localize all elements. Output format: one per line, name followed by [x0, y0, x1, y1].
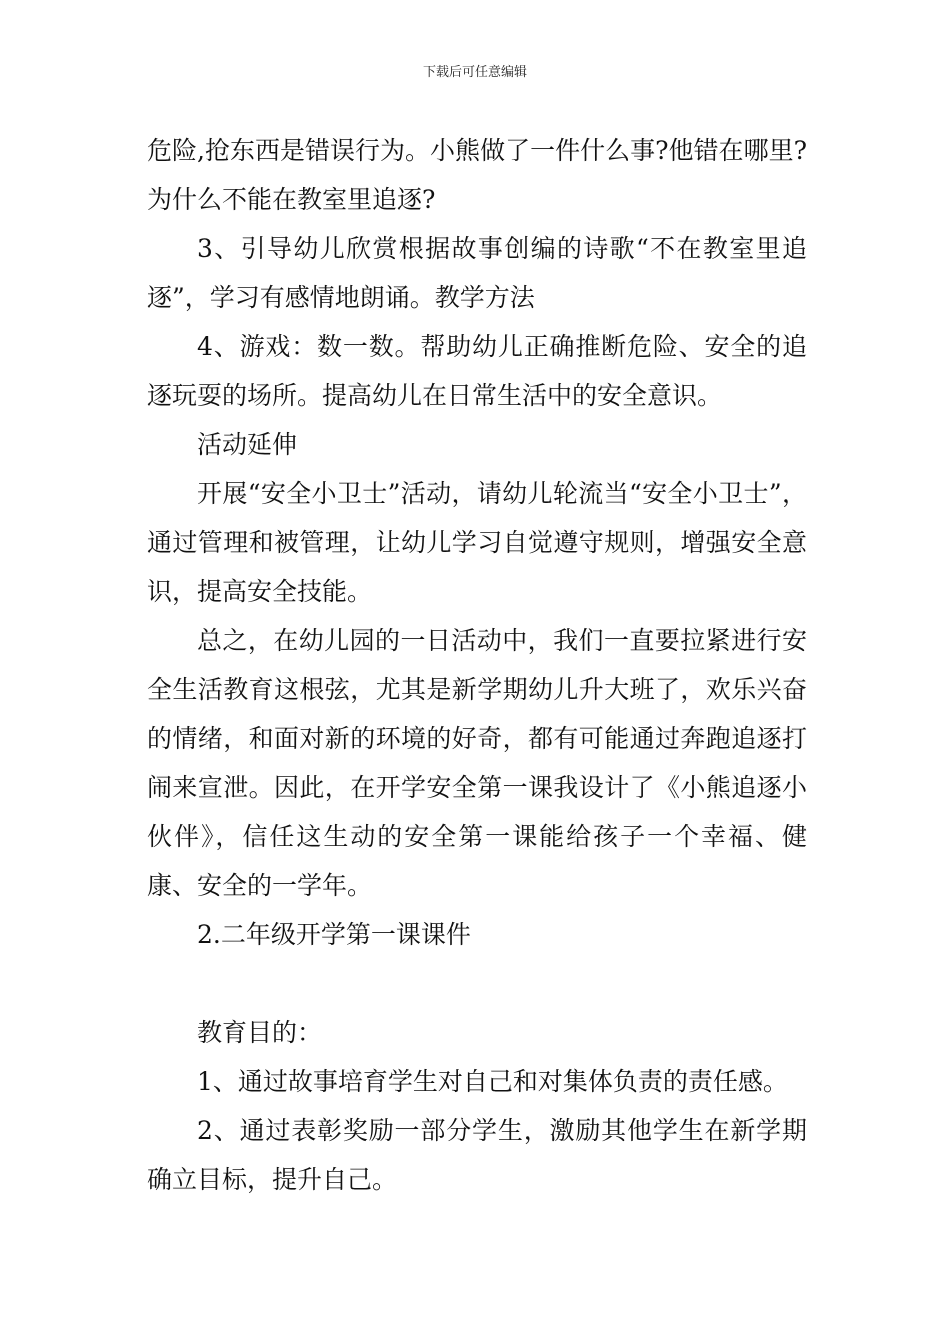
section-heading-activity-extension: 活动延伸: [197, 430, 298, 459]
paragraph-safety-guard-activity: 开展“安全小卫士”活动，请幼儿轮流当“安全小卫士”，通过管理和被管理，让幼儿学习自觉遵守规则，增强安全意识，提高安全技能。: [147, 479, 807, 606]
paragraph-goal-1: 1、通过故事培育学生对自己和对集体负责的责任感。: [197, 1067, 788, 1096]
paragraph-summary: 总之，在幼儿园的一日活动中，我们一直要拉紧进行安全生活教育这根弦，尤其是新学期幼儿升大班了，欢乐兴奋的情绪，和面对新的环境的好奇，都有可能通过奔跑追逐打闹来宣泄。因此，在开学安全第一课我设计了《小熊追逐小伙伴》，信任这生动的安全第一课能给孩子一个幸福、健康、安全的一学年。: [147, 626, 807, 900]
blank-line: [147, 959, 807, 1008]
page-header: 下载后可任意编辑: [422, 65, 527, 80]
paragraph-step-4: 4、游戏：数一数。帮助幼儿正确推断危险、安全的追逐玩耍的场所。提高幼儿在日常生活中的安全意识。: [147, 332, 807, 410]
paragraph-step-3: 3、引导幼儿欣赏根据故事创编的诗歌“不在教室里追逐”，学习有感情地朗诵。教学方法: [147, 234, 807, 312]
paragraph-safety-questions: 危险,抢东西是错误行为。小熊做了一件什么事?他错在哪里?为什么不能在教室里追逐?: [147, 136, 807, 214]
paragraph-goal-2: 2、通过表彰奖励一部分学生，激励其他学生在新学期确立目标，提升自己。: [147, 1116, 807, 1194]
section-heading-education-goals: 教育目的：: [197, 1018, 323, 1047]
document-body: [147, 126, 807, 1204]
section-heading-grade-two: 2.二年级开学第一课课件: [197, 920, 471, 949]
